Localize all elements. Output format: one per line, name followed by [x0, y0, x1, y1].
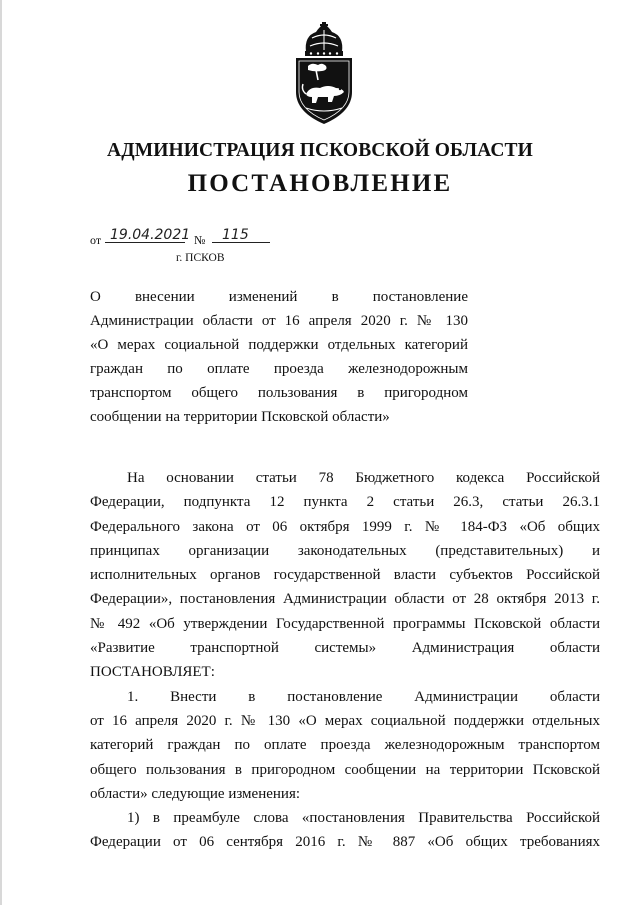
body-line: 1. Внести в постановление Администрации области [127, 688, 600, 705]
subject-line: граждан по оплате проезда железнодорожным [90, 361, 468, 377]
body-line: категорий граждан по оплате проезда железнодорожным транспортом [90, 737, 600, 754]
body-line: Федерации от 06 сентября 2016 г. № 887 «Об общих требованиях [90, 834, 600, 851]
registration-line [90, 228, 290, 248]
body-line: от 16 апреля 2020 г. № 130 «О мерах социальной поддержки отдельных [90, 712, 600, 729]
body-line: ПОСТАНОВЛЯЕТ: [90, 664, 215, 681]
subject-line: О внесении изменений в постановление [90, 289, 468, 305]
body-line: общего пользования в пригородном сообщении на территории Псковской [90, 761, 600, 778]
body-line: Федерации», постановления Администрации области от 28 октября 2013 г. [90, 591, 600, 608]
body-line: области» следующие изменения: [90, 785, 301, 802]
body-line: № 492 «Об утверждении Государственной программы Псковской области [90, 615, 600, 632]
document-subject [90, 285, 468, 429]
number-prefix: № [194, 233, 206, 247]
document-type-title: ПОСТАНОВЛЕНИЕ [187, 170, 453, 197]
subject-line: транспортом общего пользования в пригородном [90, 385, 468, 401]
body-line: «Развитие транспортной системы» Администрация области [90, 640, 600, 657]
organization-title: АДМИНИСТРАЦИЯ ПСКОВСКОЙ ОБЛАСТИ [107, 140, 533, 161]
body-line: 1) в преамбуле слова «постановления Правительства Российской [127, 810, 600, 827]
body-line: принципах организации законодательных (представительных) и [90, 542, 600, 559]
handwritten-date: 19.04.2021 [110, 227, 191, 243]
body-line: Федерального закона от 06 октября 1999 г. № 184-ФЗ «Об общих [90, 518, 600, 535]
subject-line: «О мерах социальной поддержки отдельных категорий [90, 337, 468, 353]
scan-edge [0, 0, 2, 905]
body-line: исполнительных органов государственной власти субъектов Российской [90, 567, 600, 584]
handwritten-number: 115 [222, 227, 249, 243]
subject-line: Администрации области от 16 апреля 2020 г. № 130 [90, 313, 468, 329]
date-prefix: от [90, 233, 102, 247]
document-body [90, 466, 600, 855]
subject-line: сообщении на территории Псковской области» [90, 409, 390, 425]
coat-of-arms-icon [292, 22, 356, 126]
body-line: На основании статьи 78 Бюджетного кодекса Российской [127, 470, 600, 486]
city-label: г. ПСКОВ [176, 252, 225, 264]
body-line: Федерации, подпункта 12 пункта 2 статьи 26.3, статьи 26.3.1 [90, 494, 600, 511]
